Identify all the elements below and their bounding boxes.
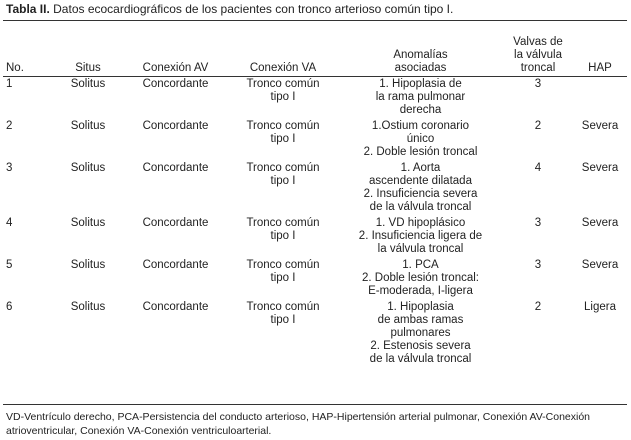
cell-conexion-av: Concordante <box>142 120 209 132</box>
cell-no: 6 <box>6 301 13 313</box>
cell-conexion-va <box>228 298 338 366</box>
cell-situs: Solitus <box>70 217 106 229</box>
cell-conexion-av: Concordante <box>142 78 209 90</box>
table-body <box>3 75 627 366</box>
cell-situs: Solitus <box>70 259 106 271</box>
cell-anomalias-line: de ambas ramas <box>377 314 464 326</box>
cell-anomalias-line: 1.Ostium coronario <box>371 120 470 132</box>
cell-anomalias-line: E-moderada, I-ligera <box>368 285 473 297</box>
cell-situs: Solitus <box>70 162 106 174</box>
cell-conexion-va-line: tipo I <box>270 272 296 284</box>
cell-conexion-va-line: tipo I <box>270 314 296 326</box>
cell-anomalias-line: 2. Insuficiencia severa <box>363 188 478 200</box>
table-row <box>3 117 627 159</box>
cell-anomalias-line: de la válvula troncal <box>369 201 472 213</box>
caption-label: Tabla II. <box>6 2 50 16</box>
cell-situs: Solitus <box>70 301 106 313</box>
cell-conexion-va-line: Tronco común <box>246 78 320 90</box>
cell-conexion-av: Concordante <box>142 217 209 229</box>
cell-anomalias-line: 2. Estenosis severa <box>370 340 471 352</box>
table-footnote: VD-Ventrículo derecho, PCA-Persistencia del conducto arterioso, HAP-Hipertensión arterial pulmonar, Conexión AV-Conexión atrioventricular, Conexión VA-Conexión ventriculoarterial. <box>6 411 591 437</box>
table-row <box>3 256 627 298</box>
cell-conexion-va-line: tipo I <box>270 230 296 242</box>
cell-anomalias <box>338 117 503 159</box>
cell-conexion-va <box>228 75 338 117</box>
cell-no: 4 <box>6 217 13 229</box>
cell-anomalias <box>338 159 503 214</box>
cell-conexion-va <box>228 159 338 214</box>
cell-hap: Severa <box>581 120 619 132</box>
cell-no: 3 <box>6 162 13 174</box>
header-row <box>3 29 627 75</box>
cell-valvas: 4 <box>534 162 542 174</box>
cell-anomalias <box>338 75 503 117</box>
cell-conexion-va <box>228 117 338 159</box>
cell-conexion-va-line: Tronco común <box>246 217 320 229</box>
cell-conexion-va <box>228 256 338 298</box>
cell-anomalias <box>338 298 503 366</box>
cell-conexion-av: Concordante <box>142 162 209 174</box>
cell-conexion-va <box>228 214 338 256</box>
cell-anomalias-line: la rama pulmonar <box>375 91 466 103</box>
cell-anomalias-line: 2. Doble lesión troncal <box>363 146 478 158</box>
header-anomalias <box>338 29 503 75</box>
header-situs: Situs <box>75 62 101 74</box>
cell-valvas: 2 <box>534 120 542 132</box>
cell-anomalias-line: la válvula troncal <box>377 243 464 255</box>
header-hap: HAP <box>588 62 612 74</box>
cell-valvas: 3 <box>534 259 542 271</box>
cell-hap: Ligera <box>584 301 616 313</box>
top-rule <box>3 20 627 21</box>
table-row <box>3 75 627 117</box>
cell-anomalias-line: ascendente dilatada <box>369 175 472 187</box>
table-row <box>3 214 627 256</box>
cell-anomalias-line: 2. Insuficiencia ligera de <box>358 230 483 242</box>
cell-anomalias <box>338 214 503 256</box>
cell-conexion-av: Concordante <box>142 259 209 271</box>
cell-hap: Severa <box>581 259 619 271</box>
header-valvas <box>503 29 573 75</box>
cell-anomalias-line: de la válvula troncal <box>369 353 472 365</box>
header-valvas-line: la válvula <box>514 49 562 61</box>
echo-data-table <box>3 29 627 366</box>
table-row <box>3 298 627 366</box>
header-valvas-line: troncal <box>520 62 556 74</box>
bottom-rule <box>3 404 627 405</box>
cell-valvas: 3 <box>534 217 542 229</box>
cell-no: 2 <box>6 120 13 132</box>
cell-anomalias-line: 1. Hipoplasia de <box>379 78 462 90</box>
cell-conexion-va-line: tipo I <box>270 175 296 187</box>
cell-anomalias-line: 2. Doble lesión troncal: <box>362 272 479 284</box>
cell-anomalias <box>338 256 503 298</box>
header-anomalias-line: asociadas <box>394 62 447 74</box>
cell-hap: Severa <box>581 162 619 174</box>
cell-situs: Solitus <box>70 78 106 90</box>
cell-conexion-va-line: Tronco común <box>246 162 320 174</box>
cell-conexion-va-line: Tronco común <box>246 301 320 313</box>
cell-anomalias-line: único <box>406 133 435 145</box>
cell-conexion-av: Concordante <box>142 301 209 313</box>
cell-hap <box>573 75 627 117</box>
cell-no: 1 <box>6 78 13 90</box>
cell-anomalias-line: derecha <box>399 104 442 116</box>
cell-anomalias-line: 1. PCA <box>402 259 439 271</box>
cell-situs: Solitus <box>70 120 106 132</box>
header-anomalias-line: Anomalías <box>393 49 448 61</box>
header-valvas-line: Valvas de <box>513 36 563 48</box>
cell-anomalias-line: 1. Hipoplasia <box>387 301 454 313</box>
cell-anomalias-line: 1. VD hipoplásico <box>375 217 466 229</box>
table-caption <box>6 2 453 16</box>
caption-text: Datos ecocardiográficos de los pacientes con tronco arterioso común tipo I. <box>53 2 454 16</box>
header-conexion-av: Conexión AV <box>142 62 209 74</box>
cell-conexion-va-line: Tronco común <box>246 120 320 132</box>
cell-anomalias-line: 1. Aorta <box>400 162 441 174</box>
cell-conexion-va-line: tipo I <box>270 91 296 103</box>
header-no: No. <box>6 62 24 74</box>
cell-valvas: 2 <box>534 301 542 313</box>
header-conexion-va: Conexión VA <box>249 62 317 74</box>
cell-valvas: 3 <box>534 78 542 90</box>
cell-anomalias-line: pulmonares <box>390 327 451 339</box>
table-row <box>3 159 627 214</box>
cell-no: 5 <box>6 259 13 271</box>
cell-conexion-va-line: tipo I <box>270 133 296 145</box>
cell-conexion-va-line: Tronco común <box>246 259 320 271</box>
cell-hap: Severa <box>581 217 619 229</box>
